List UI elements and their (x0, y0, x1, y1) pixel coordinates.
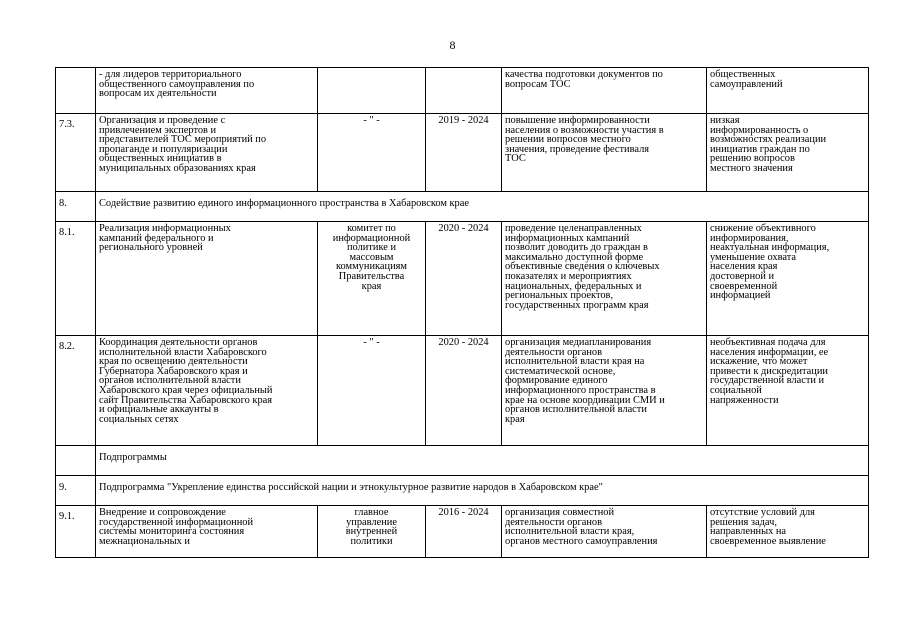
activity-name: Координация деятельности органов исполнительной власти Хабаровского края по освещению деятельности Губернатора Хабаровского края и органов исполнительной власти Хабаровского края через официальный сайт Правительства Хабаровского края и официальные аккаунты в социальных сетях (96, 336, 318, 446)
table-row (56, 68, 869, 114)
executor: главное управление внутренней политики (318, 506, 426, 558)
consequence: общественных самоуправлений (707, 68, 869, 114)
activity-name: Реализация информационных кампаний федерального и регионального уровней (96, 222, 318, 336)
row-number (56, 446, 96, 476)
activity-name: - для лидеров территориального общественного самоуправления по вопросам их деятельности (96, 68, 318, 114)
program-table (55, 67, 869, 558)
years: 2020 - 2024 (426, 222, 502, 336)
row-number: 9.1. (56, 506, 96, 558)
table-row (56, 506, 869, 558)
page-number: 8 (449, 38, 456, 52)
section-row (56, 446, 869, 476)
table-row (56, 114, 869, 192)
row-number: 7.3. (56, 114, 96, 192)
activity-name: Внедрение и сопровождение государственной информационной системы мониторинга состояния межнациональных и (96, 506, 318, 558)
row-number: 9. (56, 476, 96, 506)
consequence: необъективная подача для населения информации, ее искажение, что может привести к дискредитации государственной власти и социальной напряженности (707, 336, 869, 446)
expected-result: организация совместной деятельности органов исполнительной власти края, органов местного самоуправления (502, 506, 707, 558)
row-number: 8. (56, 192, 96, 222)
activity-name: Организация и проведение с привлечением экспертов и представителей ТОС мероприятий по пропаганде и популяризации общественных инициатив в муниципальных образованиях края (96, 114, 318, 192)
expected-result: качества подготовки документов по вопросам ТОС (502, 68, 707, 114)
years: 2020 - 2024 (426, 336, 502, 446)
executor: комитет по информационной политике и массовым коммуникациям Правительства края (318, 222, 426, 336)
section-title: Содействие развитию единого информационного пространства в Хабаровском крае (96, 192, 869, 222)
executor (318, 68, 426, 114)
years: 2019 - 2024 (426, 114, 502, 192)
section-row (56, 192, 869, 222)
years: 2016 - 2024 (426, 506, 502, 558)
row-number: 8.2. (56, 336, 96, 446)
consequence: снижение объективного информирования, неактуальная информация, уменьшение охвата населения края достоверной и своевременной информацией (707, 222, 869, 336)
executor: - " - (318, 114, 426, 192)
table-row (56, 336, 869, 446)
expected-result: повышение информированности населения о возможности участия в решении вопросов местного значения, проведение фестиваля ТОС (502, 114, 707, 192)
executor: - " - (318, 336, 426, 446)
years (426, 68, 502, 114)
section-row (56, 476, 869, 506)
expected-result: проведение целенаправленных информационных кампаний позволит доводить до граждан в максимально доступной форме объективные сведения о ключевых показателях и мероприятиях национальных, федеральных и региональных проектов, государственных программ края (502, 222, 707, 336)
consequence: низкая информированность о возможностях реализации инициатив граждан по решению вопросов местного значения (707, 114, 869, 192)
expected-result: организация медиапланирования деятельности органов исполнительной власти края на систематической основе, формирование единого информационного пространства в крае на основе координации СМИ и органов исполнительной власти края (502, 336, 707, 446)
section-title: Подпрограмма "Укрепление единства российской нации и этнокультурное развитие народов в Хабаровском крае" (96, 476, 869, 506)
row-number (56, 68, 96, 114)
section-title: Подпрограммы (96, 446, 869, 476)
row-number: 8.1. (56, 222, 96, 336)
table-row (56, 222, 869, 336)
consequence: отсутствие условий для решения задач, направленных на своевременное выявление (707, 506, 869, 558)
